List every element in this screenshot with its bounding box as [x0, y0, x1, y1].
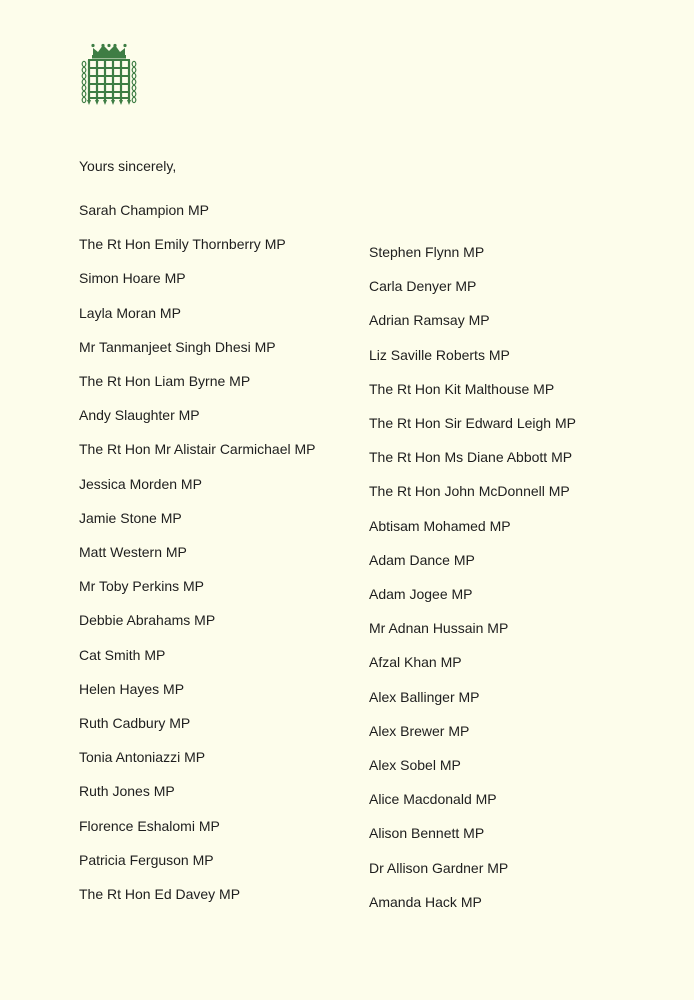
signatory-name: Abtisam Mohamed MP	[369, 517, 511, 534]
signatory-name: Jessica Morden MP	[79, 475, 202, 492]
signatory-name: Ruth Cadbury MP	[79, 715, 191, 731]
signatory-name: The Rt Hon Mr Alistair Carmichael MP	[79, 441, 316, 458]
signatory-name: Alex Ballinger MP	[369, 688, 480, 705]
signatory-name: Afzal Khan MP	[369, 654, 462, 671]
signatory-name: Ruth Jones MP	[79, 783, 175, 800]
signatory-name: Andy Slaughter MP	[79, 407, 200, 424]
signatory-name: Alex Brewer MP	[369, 722, 470, 739]
signatory-name: Adam Jogee MP	[369, 586, 473, 602]
signatory-name: Florence Eshalomi MP	[79, 817, 220, 834]
signatory-name: Matt Western MP	[79, 544, 187, 560]
signatory-name: The Rt Hon Ed Davey MP	[79, 886, 241, 902]
signatory-name: The Rt Hon Kit Malthouse MP	[369, 380, 555, 397]
signatory-name: Debbie Abrahams MP	[79, 612, 216, 629]
signatory-name: Mr Toby Perkins MP	[79, 578, 204, 595]
signatory-name: Alex Sobel MP	[369, 757, 461, 773]
signatory-name: Helen Hayes MP	[79, 680, 185, 697]
signatory-name: Stephen Flynn MP	[369, 244, 485, 260]
signatory-name: The Rt Hon Liam Byrne MP	[79, 373, 251, 389]
closing-salutation: Yours sincerely,	[79, 158, 177, 174]
signatory-name: Layla Moran MP	[79, 304, 181, 321]
signatory-name: Carla Denyer MP	[369, 278, 477, 295]
signatory-name: Dr Allison Gardner MP	[369, 859, 509, 876]
signatory-name: Sarah Champion MP	[79, 202, 209, 218]
signatory-name: The Rt Hon John McDonnell MP	[369, 483, 570, 500]
signatory-name: Alice Macdonald MP	[369, 791, 497, 808]
signatory-name: Jamie Stone MP	[79, 509, 182, 526]
signatory-name: The Rt Hon Emily Thornberry MP	[79, 236, 286, 253]
signatory-name: Tonia Antoniazzi MP	[79, 749, 206, 766]
signatory-name: Adam Dance MP	[369, 551, 475, 568]
signatory-name: Patricia Ferguson MP	[79, 851, 214, 868]
signatory-name: Amanda Hack MP	[369, 893, 482, 910]
signatory-name: Mr Adnan Hussain MP	[369, 620, 509, 637]
signatory-name: Cat Smith MP	[79, 646, 166, 663]
signatory-name: Adrian Ramsay MP	[369, 312, 490, 329]
signatory-name: Liz Saville Roberts MP	[369, 346, 510, 363]
signatory-name: The Rt Hon Ms Diane Abbott MP	[369, 449, 573, 466]
signatory-name: Alison Bennett MP	[369, 825, 485, 842]
signatory-name: Simon Hoare MP	[79, 270, 186, 287]
signatory-name: Mr Tanmanjeet Singh Dhesi MP	[79, 338, 276, 355]
portcullis-crown-icon	[80, 42, 138, 106]
signatory-name: The Rt Hon Sir Edward Leigh MP	[369, 415, 576, 431]
